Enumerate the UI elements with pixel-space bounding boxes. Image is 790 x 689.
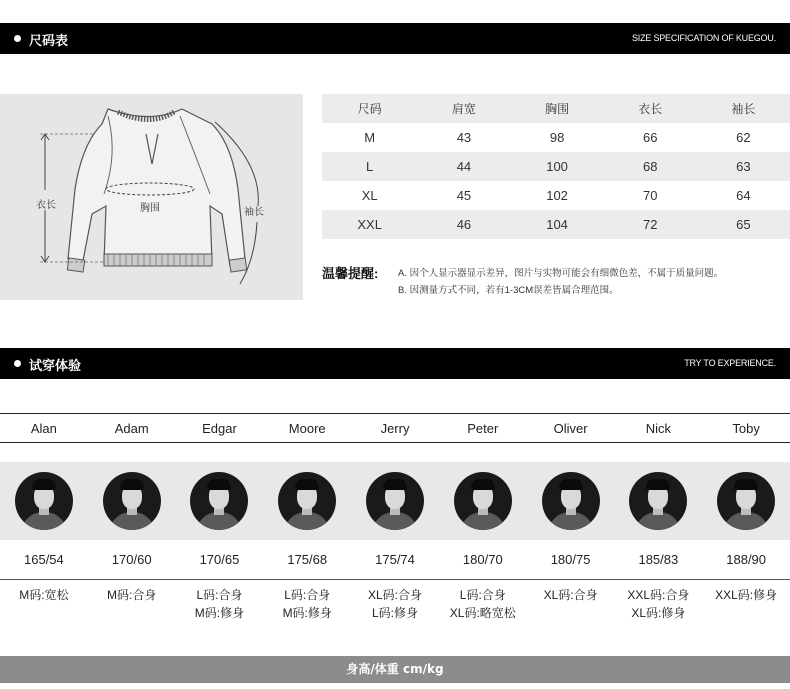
model-name: Jerry — [380, 421, 410, 436]
model-fit — [702, 586, 790, 622]
footer-bar: 身高/体重 cm/kg — [0, 656, 790, 683]
table-cell: XXL — [357, 217, 382, 232]
table-header: 袖长 — [731, 102, 756, 116]
table-cell: M — [364, 130, 376, 145]
model-avatar — [366, 472, 424, 530]
bullet-icon — [14, 360, 21, 367]
table-header: 尺码 — [357, 102, 382, 116]
table-row — [322, 181, 790, 210]
model-fit — [527, 586, 615, 622]
model-avatar — [15, 472, 73, 530]
garment-diagram — [0, 94, 303, 300]
table-cell: 100 — [546, 159, 568, 174]
model-fit — [176, 586, 264, 622]
model-name: Nick — [645, 421, 671, 436]
model-name: Peter — [467, 421, 499, 436]
model-fit — [88, 586, 176, 622]
section-title: 尺码表 — [29, 34, 69, 49]
model-avatar — [103, 472, 161, 530]
model-avatars-row — [0, 462, 790, 540]
table-cell: 46 — [456, 217, 472, 232]
table-cell: 98 — [549, 130, 565, 145]
table-cell: 62 — [736, 130, 751, 145]
table-cell: 104 — [546, 217, 568, 232]
model-avatar — [190, 472, 248, 530]
chest-label: 胸围 — [140, 203, 160, 214]
section-subtitle: TRY TO EXPERIENCE. — [684, 358, 776, 368]
section-title: 试穿体验 — [29, 359, 82, 374]
model-avatar — [717, 472, 775, 530]
table-row — [322, 152, 790, 181]
fit-line: L码:修身 — [372, 606, 419, 620]
table-header: 衣长 — [638, 102, 663, 116]
fit-line: L码:合身 — [284, 588, 331, 602]
model-stats: 188/90 — [726, 552, 767, 567]
model-photo-cell — [263, 472, 351, 530]
model-avatar — [454, 472, 512, 530]
model-stats-row — [0, 540, 790, 580]
section-subtitle: SIZE SPECIFICATION OF KUEGOU. — [631, 33, 776, 43]
fit-line: M码:修身 — [282, 606, 332, 620]
fit-line: XXL码:修身 — [715, 588, 778, 602]
table-cell: 70 — [643, 188, 658, 203]
notice-label: 温馨提醒: — [322, 266, 379, 281]
table-cell: 64 — [736, 188, 751, 203]
size-table-header-row — [322, 94, 790, 123]
size-table — [322, 94, 790, 239]
model-photo-cell — [614, 472, 702, 530]
size-section-header — [0, 23, 790, 54]
fit-line: XL码:合身 — [543, 588, 598, 602]
model-fit-row — [0, 586, 790, 622]
model-photo-cell — [351, 472, 439, 530]
fit-line: XL码:略宽松 — [449, 606, 516, 620]
sleeve-label: 袖长 — [244, 207, 264, 218]
bullet-icon — [14, 35, 21, 42]
model-stats: 175/74 — [375, 552, 415, 567]
fit-line: M码:合身 — [107, 588, 157, 602]
model-avatar — [542, 472, 600, 530]
model-name: Alan — [30, 421, 57, 436]
notice-line-b: B. 因测量方式不同，若有1-3CM误差皆属合理范围。 — [398, 285, 619, 296]
fit-line: L码:合身 — [196, 588, 243, 602]
model-stats: 170/65 — [199, 552, 240, 567]
table-cell: 72 — [643, 217, 658, 232]
model-stats: 175/68 — [287, 552, 328, 567]
model-stats: 165/54 — [24, 552, 64, 567]
model-photo-cell — [439, 472, 527, 530]
model-fit — [439, 586, 527, 622]
model-stats: 180/70 — [462, 552, 503, 567]
fit-line: M码:修身 — [194, 606, 245, 620]
table-cell: 43 — [456, 130, 472, 145]
table-header: 胸围 — [545, 102, 570, 116]
model-fit — [351, 586, 439, 622]
table-row — [322, 210, 790, 239]
model-stats: 185/83 — [638, 552, 679, 567]
model-fit — [263, 586, 351, 622]
table-cell: L — [366, 159, 374, 174]
model-photo-cell — [0, 472, 88, 530]
model-name: Toby — [732, 421, 760, 436]
model-stats: 180/75 — [550, 552, 591, 567]
table-header: 肩宽 — [451, 102, 476, 116]
table-cell: 63 — [736, 159, 751, 174]
table-cell: 102 — [546, 188, 568, 203]
table-cell: 45 — [456, 188, 472, 203]
model-avatar — [629, 472, 687, 530]
table-cell: 65 — [736, 217, 751, 232]
length-label: 衣长 — [36, 200, 56, 211]
table-cell: 66 — [643, 130, 658, 145]
model-name: Moore — [288, 421, 326, 436]
model-name: Oliver — [553, 421, 588, 436]
table-row — [322, 123, 790, 152]
try-section-header — [0, 348, 790, 379]
model-fit — [614, 586, 702, 622]
fit-line: XL码:修身 — [631, 606, 686, 620]
fit-line: XL码:合身 — [368, 588, 423, 602]
table-cell: 68 — [643, 159, 658, 174]
notice-line-a: A. 因个人显示器显示差异，图片与实物可能会有细微色差，不属于质量问题。 — [398, 268, 724, 279]
model-photo-cell — [88, 472, 176, 530]
model-photo-cell — [702, 472, 790, 530]
model-stats: 170/60 — [111, 552, 152, 567]
table-cell: 44 — [456, 159, 472, 174]
model-photo-cell — [527, 472, 615, 530]
model-fit — [0, 586, 88, 622]
model-names-row — [0, 413, 790, 443]
model-name: Edgar — [202, 421, 237, 436]
fit-line: L码:合身 — [459, 588, 506, 602]
model-avatar — [278, 472, 336, 530]
fit-line: M码:宽松 — [19, 588, 69, 602]
table-cell: XL — [361, 188, 378, 203]
model-photo-cell — [176, 472, 264, 530]
model-name: Adam — [114, 421, 149, 436]
fit-line: XXL码:合身 — [627, 588, 690, 602]
